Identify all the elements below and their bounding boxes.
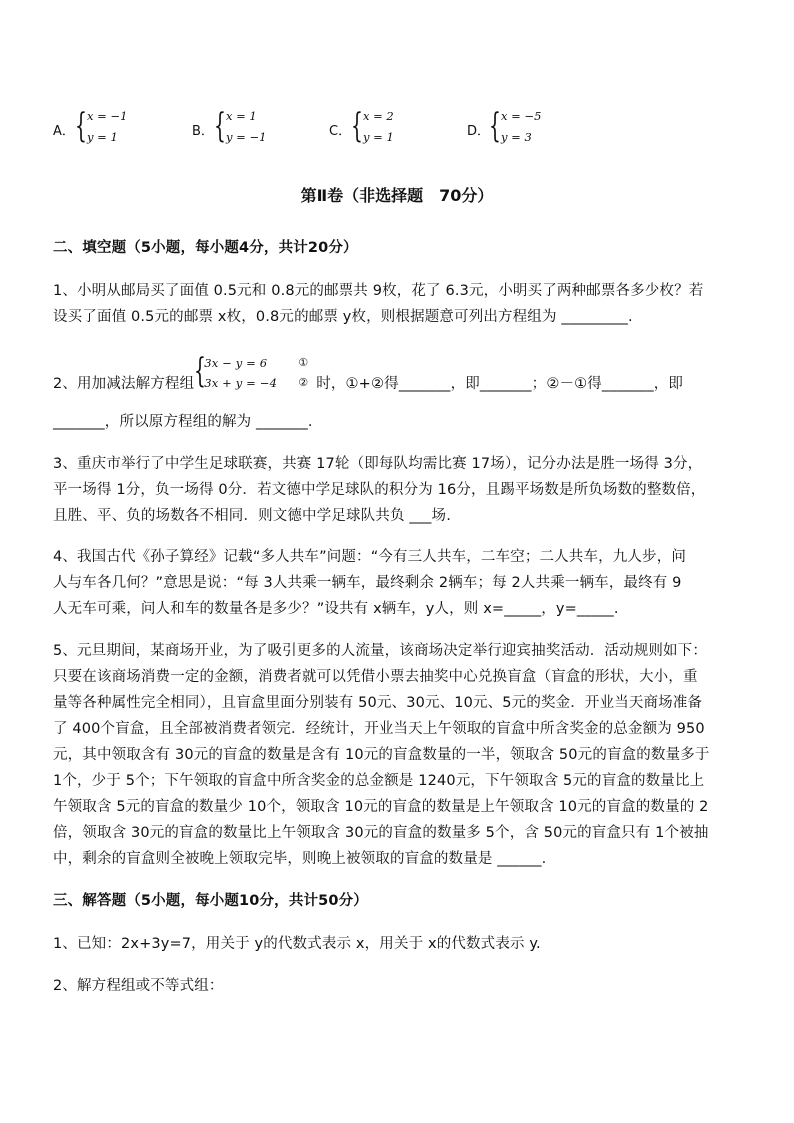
- circled-two-mark: ②: [298, 376, 309, 389]
- question-text: 3、重庆市举行了中学生足球联赛，共赛 17轮（即每队均需比赛 17场），记分办法是胜一场得 3分，: [53, 456, 703, 472]
- solve-question-2: 2、解方程组或不等式组：: [53, 978, 224, 994]
- equation: 3x − y = 6: [204, 356, 268, 370]
- brace-icon: {: [351, 106, 363, 146]
- option-b[interactable]: [192, 108, 312, 148]
- option-c[interactable]: [329, 108, 449, 148]
- option-label: D．: [467, 124, 491, 139]
- question-suffix: 时，①+②得_______，即_______；②－①得_______，即: [316, 376, 684, 392]
- option-a[interactable]: [53, 108, 173, 148]
- question-text: 设买了面值 0.5元的邮票 x枚，0.8元的邮票 y枚，则根据题意可列出方程组为 _________.: [53, 309, 633, 325]
- question-text: 倍，领取含 30元的盲盒的数量比上午领取含 30元的盲盒的数量多 5个，含 50元的盲盒只有 1个被抽: [53, 825, 709, 841]
- solve-question-1: 1、已知：2x+3y=7，用关于 y的代数式表示 x，用关于 x的代数式表示 y.: [53, 936, 541, 952]
- equation: 3x + y = −4: [204, 376, 278, 390]
- brace-icon: {: [75, 106, 87, 146]
- equation: y = 1: [363, 130, 394, 144]
- solve-section-header: 三、解答题（5小题，每小题10分，共计50分）: [53, 893, 368, 909]
- circled-one-mark: ①: [298, 356, 309, 369]
- equation: x = −1: [87, 109, 128, 123]
- question-text: 元，其中领取含有 30元的盲盒的数量是含有 10元的盲盒数量的一半，领取含 50元的盲盒的数量多于: [53, 747, 710, 763]
- brace-icon: {: [194, 351, 207, 391]
- brace-icon: {: [489, 106, 501, 146]
- equation: y = 3: [501, 130, 532, 144]
- question-text: 午领取含 5元的盲盒的数量少 10个，领取含 10元的盲盒的数量是上午领取含 10元的盲盒的数量的 2: [53, 799, 709, 815]
- question-text: 5、元旦期间，某商场开业，为了吸引更多的人流量，该商场决定举行迎宾抽奖活动．活动规则如下：: [53, 643, 707, 659]
- question-text: 只要在该商场消费一定的金额，消费者就可以凭借小票去抽奖中心兑换盲盒（盲盒的形状，大小，重: [53, 669, 698, 685]
- question-text: 1、小明从邮局买了面值 0.5元和 0.8元的邮票共 9枚，花了 6.3元，小明买了两种邮票各多少枚？若: [53, 283, 704, 299]
- equation: y = 1: [87, 130, 118, 144]
- question-text: 了 400个盲盒，且全部被消费者领完．经统计，开业当天上午领取的盲盒中所含奖金的总金额为 950: [53, 721, 705, 737]
- option-label: C．: [329, 124, 352, 139]
- question-prefix: 2、用加减法解方程组: [53, 376, 195, 392]
- section-title: 第Ⅱ卷（非选择题 70分）: [300, 186, 494, 205]
- equation: x = 2: [363, 109, 394, 123]
- question-text: 4、我国古代《孙子算经》记载“多人共车”问题：“今有三人共车，二车空；二人共车，九人步，问: [53, 549, 687, 565]
- brace-icon: {: [214, 106, 226, 146]
- question-text: 中，剩余的盲盒则全被晚上领取完毕，则晚上被领取的盲盒的数量是 ______.: [53, 851, 547, 867]
- question-text: 平一场得 1分，负一场得 0分．若文德中学足球队的积分为 16分，且踢平场数是所负场数的整数倍，: [53, 482, 706, 498]
- question-text: 1个，少于 5个；下午领取的盲盒中所含奖金的总金额是 1240元，下午领取含 5元的盲盒的数量比上: [53, 773, 705, 789]
- equation: x = −5: [501, 109, 542, 123]
- fill-in-section-header: 二、填空题（5小题，每小题4分，共计20分）: [53, 240, 358, 256]
- question-text: 且胜、平、负的场数各不相同．则文德中学足球队共负 ___场.: [53, 508, 451, 524]
- question-text: 人无车可乘，问人和车的数量各是多少？”设共有 x辆车，y人，则 x=_____，y=_____.: [53, 601, 619, 617]
- equation: y = −1: [226, 130, 267, 144]
- equation: x = 1: [226, 109, 257, 123]
- equation-system: [194, 351, 316, 404]
- option-label: A．: [53, 124, 75, 139]
- option-d[interactable]: [467, 108, 587, 148]
- option-label: B．: [192, 124, 214, 139]
- question-text: _______，所以原方程组的解为 _______.: [53, 414, 313, 430]
- question-text: 人与车各几何？”意思是说：“每 3人共乘一辆车，最终剩余 2辆车；每 2人共乘一辆车，最终有 9: [53, 575, 682, 591]
- question-text: [53, 351, 684, 404]
- question-text: 量等各种属性完全相同），且盲盒里面分别装有 50元、30元、10元、5元的奖金．开业当天商场准备: [53, 695, 703, 711]
